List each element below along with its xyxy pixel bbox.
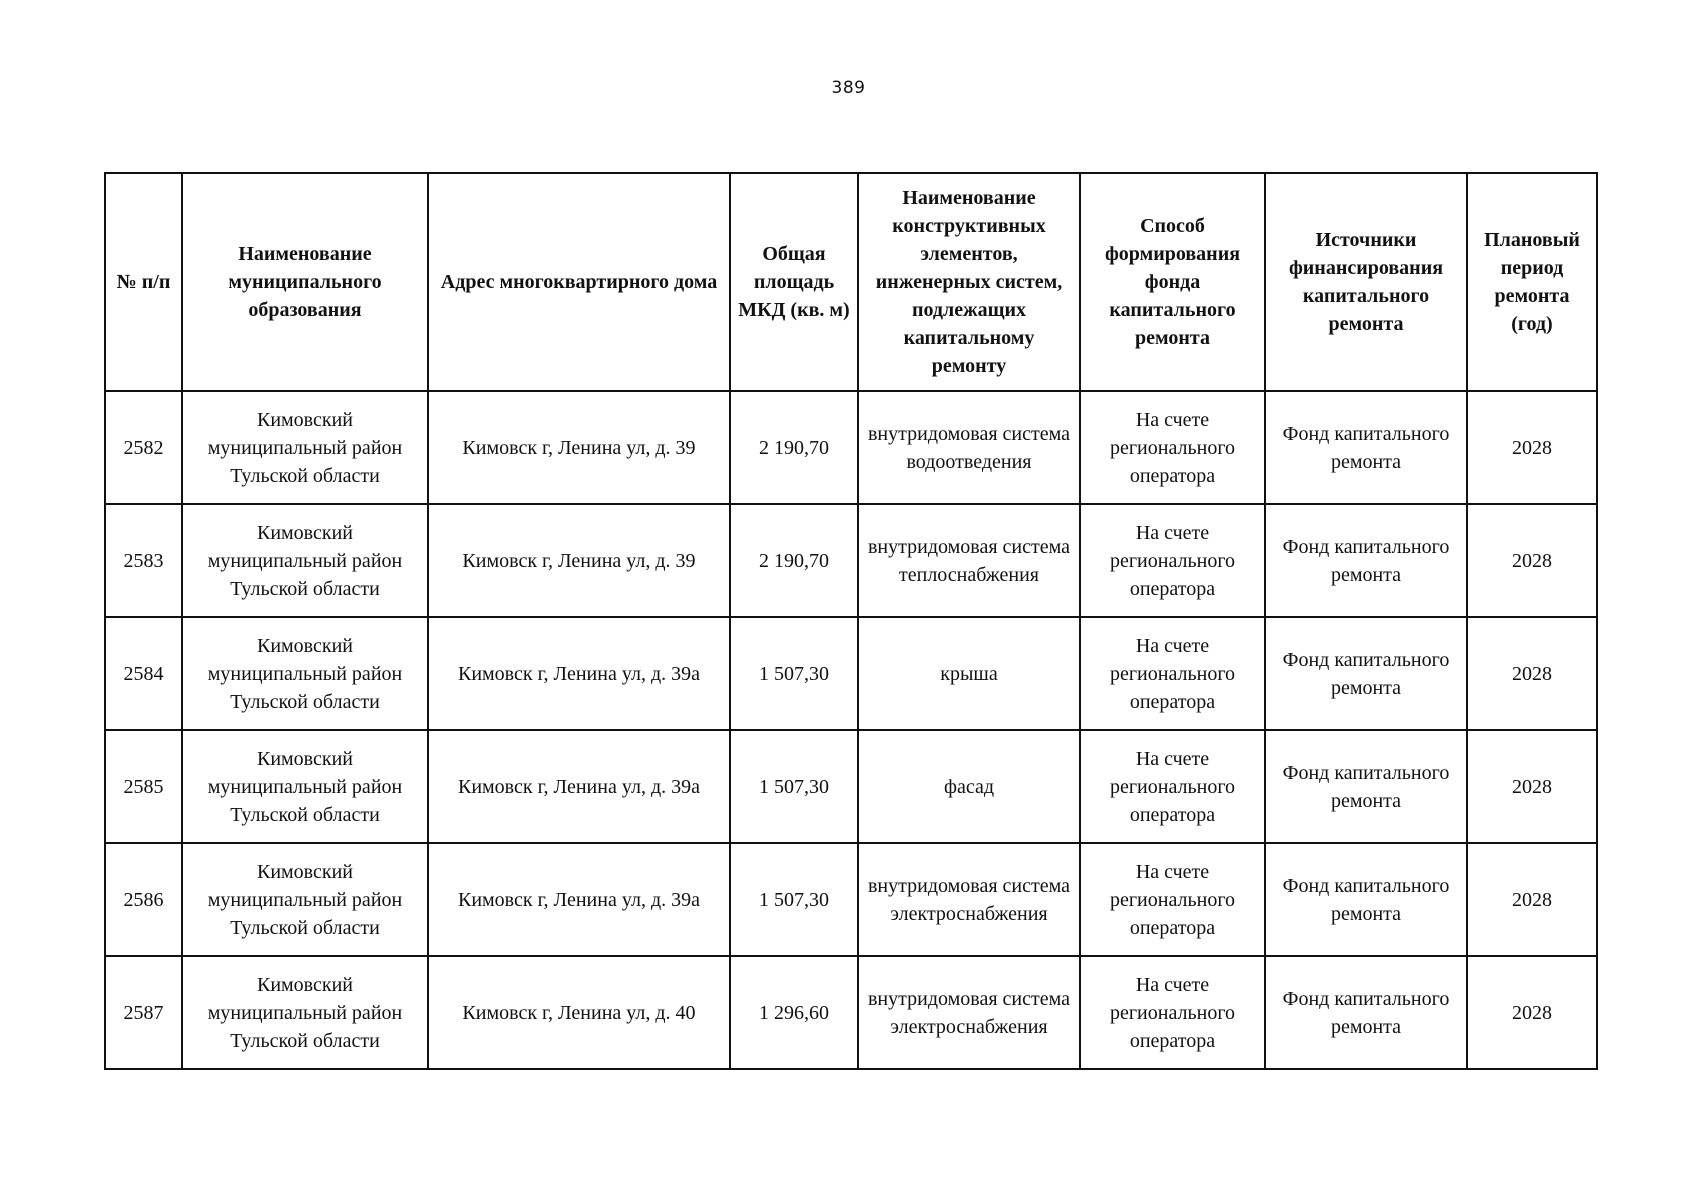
cell-municipality: Кимовский муниципальный район Тульской области [182,956,428,1069]
cell-sources: Фонд капитального ремонта [1265,617,1467,730]
cell-municipality: Кимовский муниципальный район Тульской области [182,730,428,843]
cell-address: Кимовск г, Ленина ул, д. 39 [428,504,730,617]
header-num: № п/п [105,173,182,391]
cell-period: 2028 [1467,391,1597,504]
header-period: Плановый период ремонта (год) [1467,173,1597,391]
cell-method: На счете регионального оператора [1080,956,1265,1069]
cell-num: 2582 [105,391,182,504]
cell-elements: крыша [858,617,1080,730]
cell-num: 2585 [105,730,182,843]
table-row [105,956,1597,1069]
cell-sources: Фонд капитального ремонта [1265,504,1467,617]
cell-method: На счете регионального оператора [1080,843,1265,956]
cell-area: 1 507,30 [730,730,858,843]
cell-address: Кимовск г, Ленина ул, д. 39а [428,843,730,956]
cell-sources: Фонд капитального ремонта [1265,391,1467,504]
cell-method: На счете регионального оператора [1080,504,1265,617]
cell-municipality: Кимовский муниципальный район Тульской области [182,617,428,730]
cell-period: 2028 [1467,504,1597,617]
header-elements: Наименование конструктивных элементов, инженерных систем, подлежащих капитальному ремонту [858,173,1080,391]
page-number: 389 [831,78,866,98]
header-municipality: Наименование муниципального образования [182,173,428,391]
cell-elements: внутридомовая система водоотведения [858,391,1080,504]
cell-sources: Фонд капитального ремонта [1265,730,1467,843]
cell-num: 2586 [105,843,182,956]
cell-sources: Фонд капитального ремонта [1265,956,1467,1069]
cell-municipality: Кимовский муниципальный район Тульской области [182,504,428,617]
cell-elements: внутридомовая система теплоснабжения [858,504,1080,617]
cell-elements: внутридомовая система электроснабжения [858,843,1080,956]
cell-method: На счете регионального оператора [1080,391,1265,504]
cell-period: 2028 [1467,730,1597,843]
header-area: Общая площадь МКД (кв. м) [730,173,858,391]
cell-period: 2028 [1467,956,1597,1069]
header-row [105,173,1597,391]
table-row [105,504,1597,617]
cell-address: Кимовск г, Ленина ул, д. 39а [428,730,730,843]
cell-method: На счете регионального оператора [1080,730,1265,843]
cell-method: На счете регионального оператора [1080,617,1265,730]
header-sources: Источники финансирования капитального ремонта [1265,173,1467,391]
table-row [105,617,1597,730]
header-address: Адрес многоквартирного дома [428,173,730,391]
cell-num: 2584 [105,617,182,730]
table-row [105,391,1597,504]
cell-elements: фасад [858,730,1080,843]
cell-municipality: Кимовский муниципальный район Тульской области [182,843,428,956]
cell-sources: Фонд капитального ремонта [1265,843,1467,956]
table-body [105,391,1597,1069]
cell-address: Кимовск г, Ленина ул, д. 39 [428,391,730,504]
cell-num: 2583 [105,504,182,617]
cell-area: 1 507,30 [730,617,858,730]
cell-address: Кимовск г, Ленина ул, д. 39а [428,617,730,730]
cell-period: 2028 [1467,617,1597,730]
cell-municipality: Кимовский муниципальный район Тульской области [182,391,428,504]
cell-elements: внутридомовая система электроснабжения [858,956,1080,1069]
table-row [105,843,1597,956]
repair-register-table [104,172,1598,1070]
cell-area: 2 190,70 [730,504,858,617]
cell-area: 1 507,30 [730,843,858,956]
cell-num: 2587 [105,956,182,1069]
header-method: Способ формирования фонда капитального ремонта [1080,173,1265,391]
cell-address: Кимовск г, Ленина ул, д. 40 [428,956,730,1069]
table-header [105,173,1597,391]
cell-area: 1 296,60 [730,956,858,1069]
cell-area: 2 190,70 [730,391,858,504]
cell-period: 2028 [1467,843,1597,956]
table-row [105,730,1597,843]
